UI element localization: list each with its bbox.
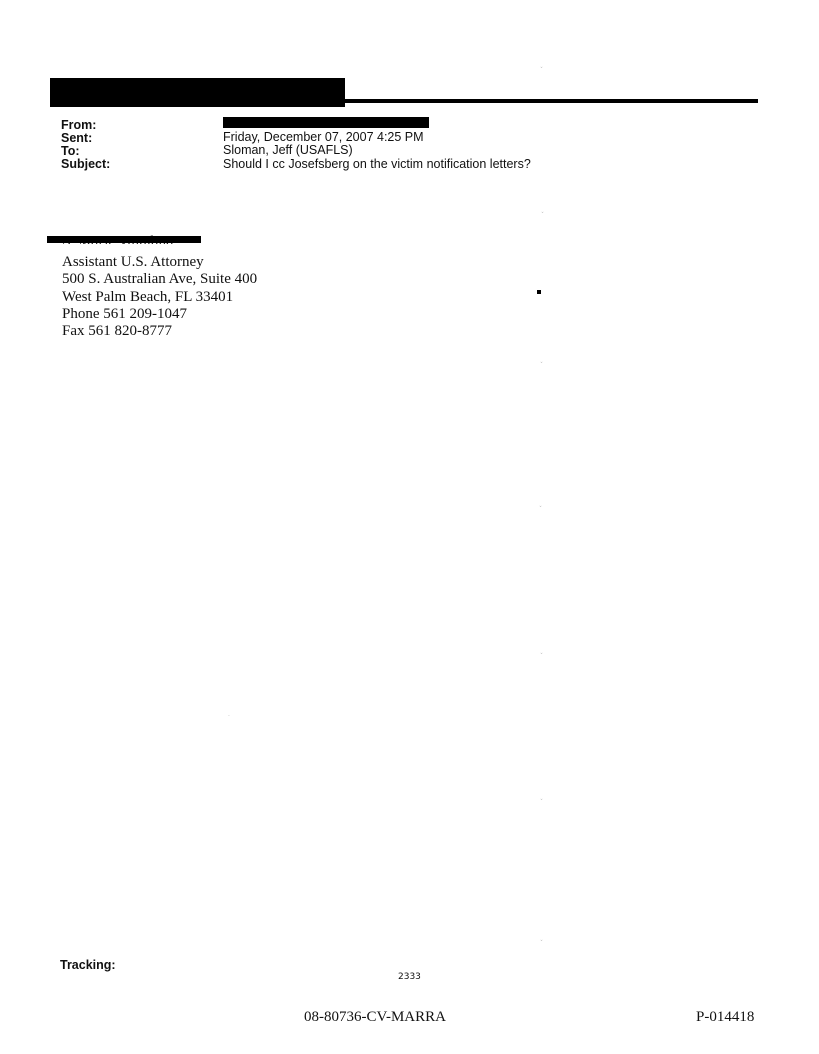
signature-address-line-1: 500 S. Australian Ave, Suite 400 — [62, 271, 258, 287]
scan-artifact-speck: ˇ — [540, 362, 543, 369]
bates-number: P-014418 — [696, 1009, 755, 1025]
scan-artifact-speck: · — [228, 713, 230, 720]
signature-fax: Fax 561 820-8777 — [62, 323, 172, 339]
scan-artifact-speck: ˇ — [541, 212, 544, 219]
scan-artifact-speck: ˇ — [539, 506, 542, 513]
to-value: Sloman, Jeff (USAFLS) — [223, 143, 353, 157]
scan-artifact-dot — [537, 290, 541, 294]
scan-artifact-speck: ˇ — [540, 940, 543, 947]
scan-artifact-speck: ˇ — [540, 799, 543, 806]
sent-label: Sent: — [61, 131, 93, 145]
tracking-label: Tracking: — [60, 958, 116, 972]
signature-phone: Phone 561 209-1047 — [62, 306, 187, 322]
from-redaction-bar — [223, 117, 429, 128]
from-label: From: — [61, 118, 97, 132]
page-number: 2333 — [398, 972, 421, 982]
signature-title: Assistant U.S. Attorney — [62, 254, 204, 270]
sent-value: Friday, December 07, 2007 4:25 PM — [223, 130, 424, 144]
subject-value: Should I cc Josefsberg on the victim notification letters? — [223, 157, 531, 171]
signature-address-line-2: West Palm Beach, FL 33401 — [62, 289, 234, 305]
subject-label: Subject: — [61, 157, 111, 171]
case-number: 08-80736-CV-MARRA — [304, 1009, 446, 1025]
to-label: To: — [61, 144, 80, 158]
scan-artifact-speck: ˇ — [540, 653, 543, 660]
signature-redaction-bar — [47, 236, 201, 243]
scan-artifact-speck: ˇ — [540, 67, 543, 74]
header-divider-line — [50, 99, 758, 103]
